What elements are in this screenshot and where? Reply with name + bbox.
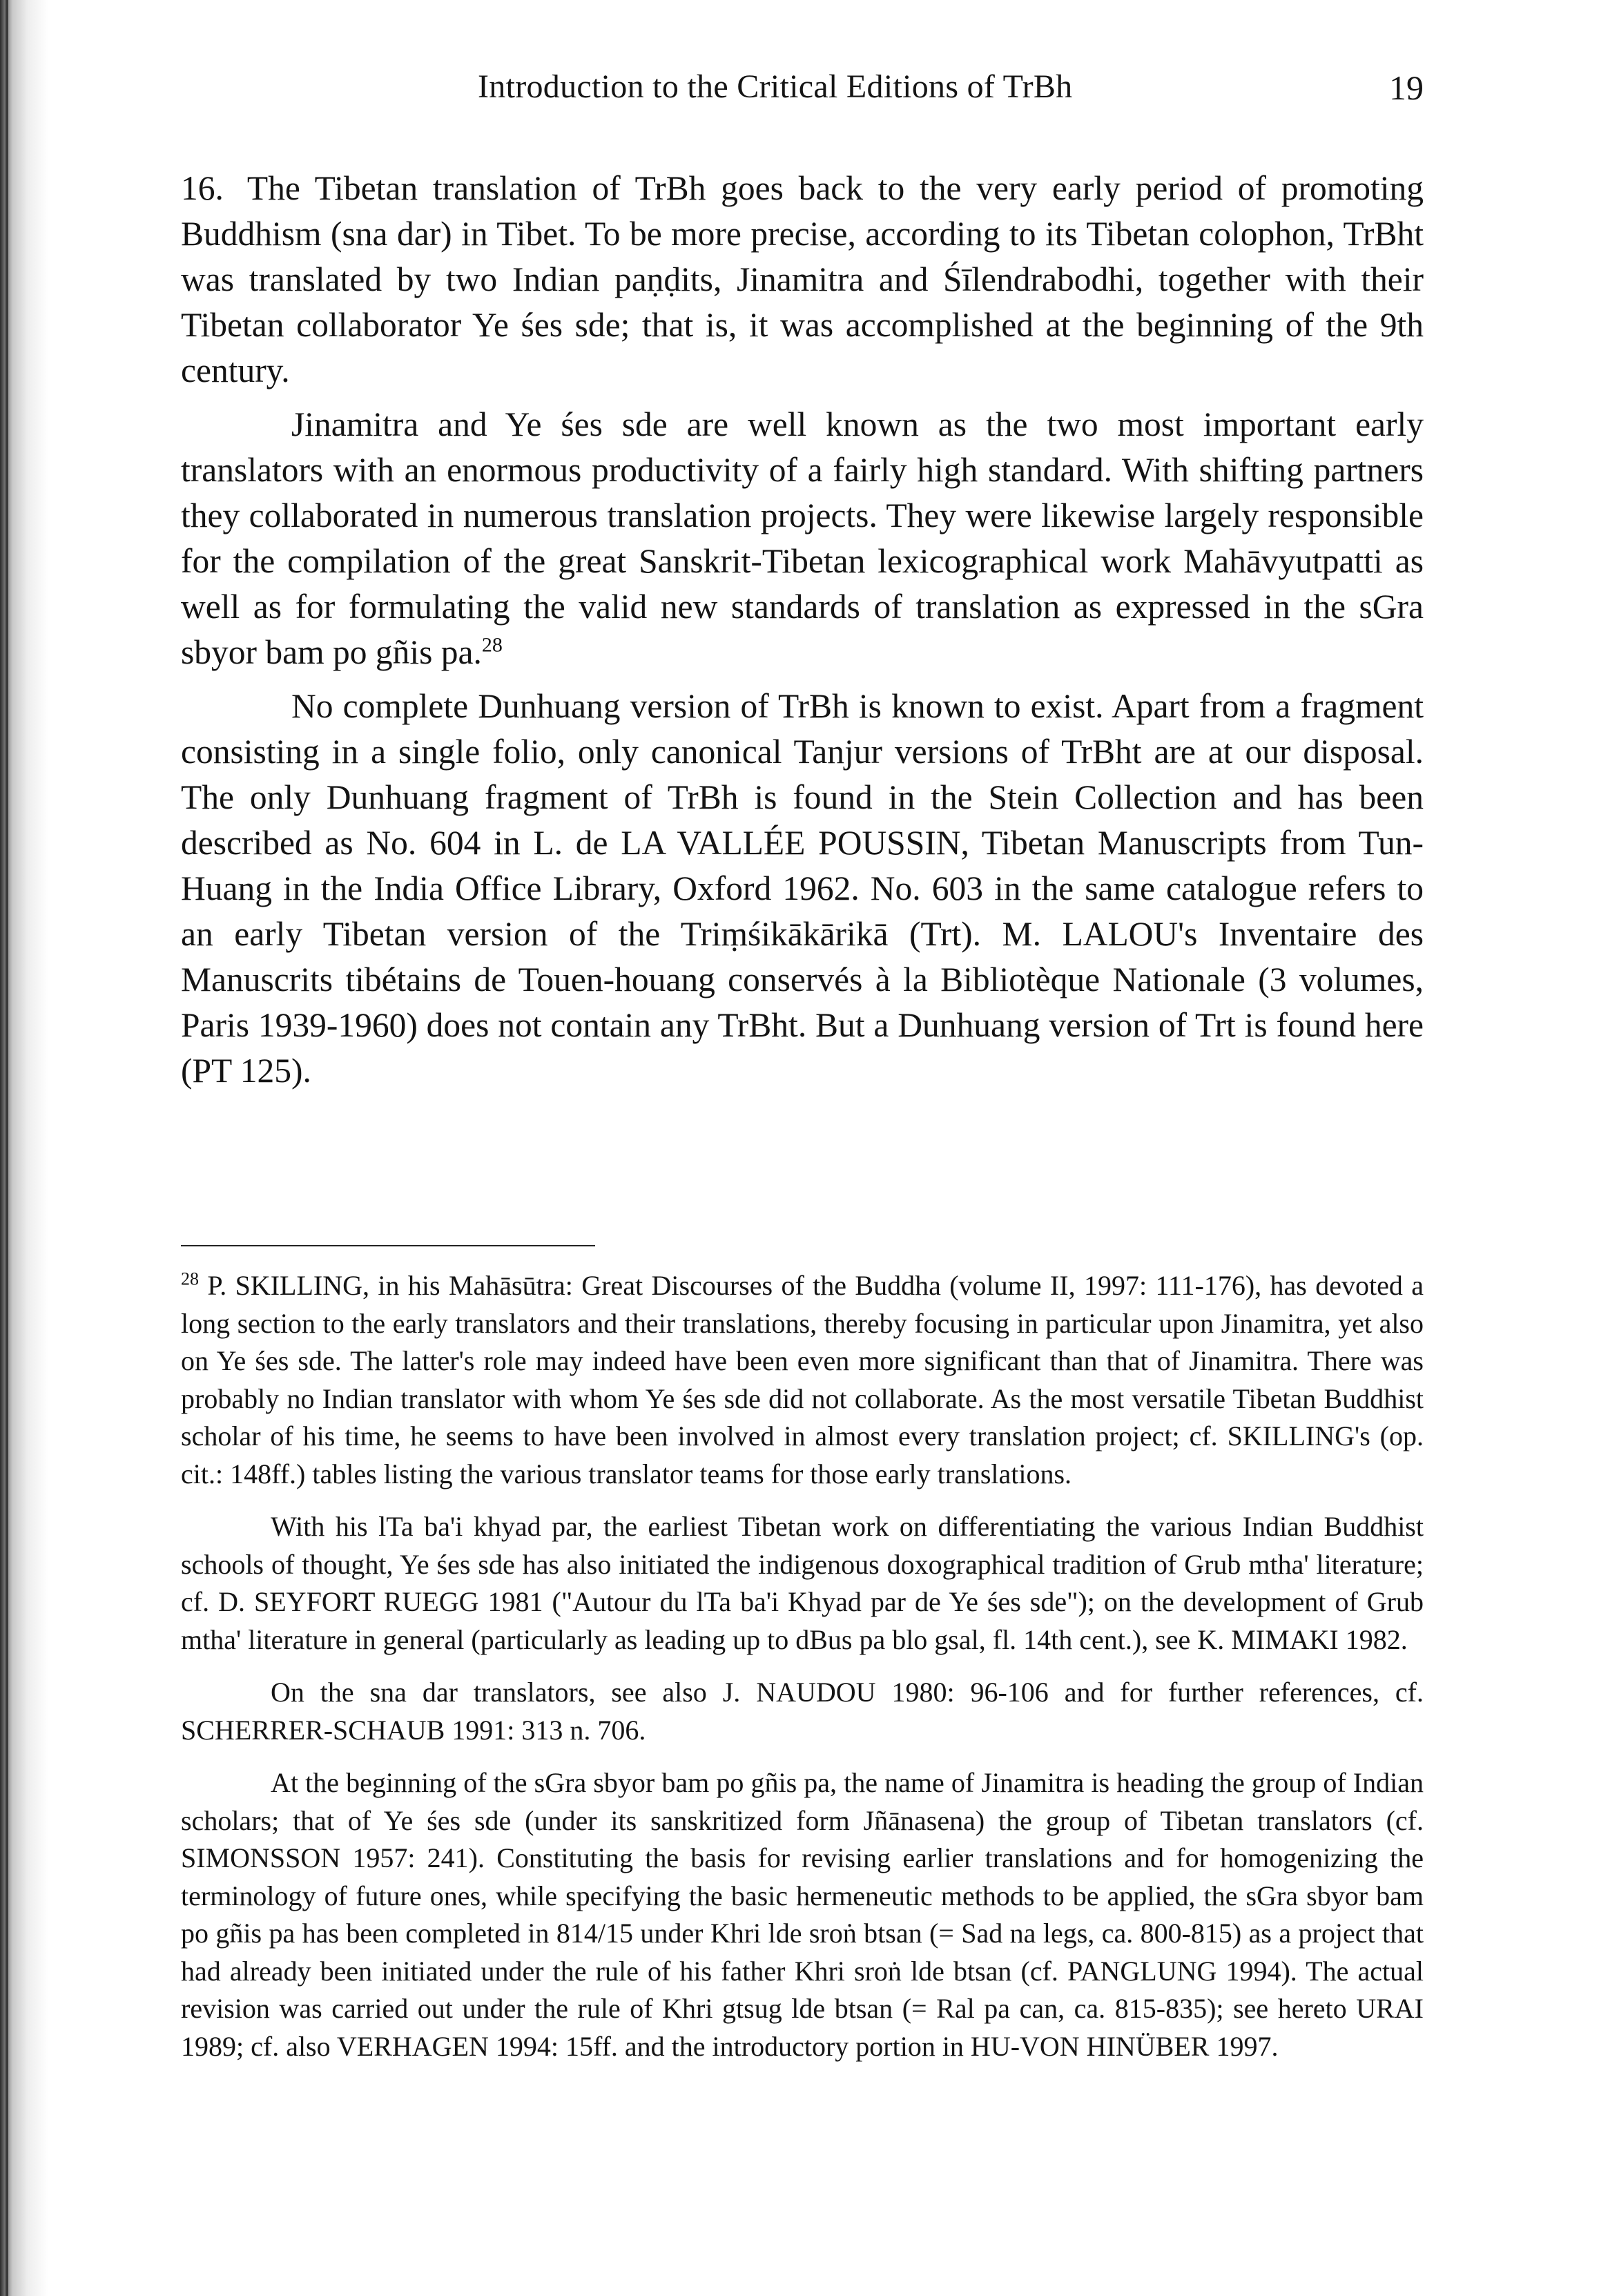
footnote-28-continued [181,1674,1424,1749]
footnote-text: With his lTa ba'i khyad par, the earliest Tibetan work on differentiating the various Indian Buddhist schools of thought, Ye śes sde has also initiated the indigenous doxographical tradition of Grub mtha' literature; cf. D. SEYFORT RUEGG 1981 ("Autour du lTa ba'i Khyad par de Ye śes sde"); on the development of Grub mtha' literature in general (particularly as leading up to dBus pa blo gsal, fl. 14th cent.), see K. MIMAKI 1982. [181,1511,1424,1655]
footnotes [181,1267,1424,2081]
running-title: Introduction to the Critical Editions of TrBh [478,68,1073,105]
footnote-text: On the sna dar translators, see also J. NAUDOU 1980: 96-106 and for further references, cf. SCHERRER-SCHAUB 1991: 313 n. 706. [181,1677,1424,1746]
paragraph-dunhuang [181,684,1424,1094]
footnote-separator [181,1245,595,1246]
paragraph-text: The Tibetan translation of TrBh goes back to the very early period of promoting Buddhism (sna dar) in Tibet. To be more precise, according to its Tibetan colophon, TrBht was translated by two Indian paṇḍits, Jinamitra and Śīlendrabodhi, together with their Tibetan collaborator Ye śes sde; that is, it was accomplished at the beginning of the 9th century. [181,169,1424,389]
paragraph-translators [181,402,1424,675]
footnote-28-continued [181,1764,1424,2065]
running-head [181,68,1424,123]
footnote-text: P. SKILLING, in his Mahāsūtra: Great Discourses of the Buddha (volume II, 1997: 111-176), has devoted a long section to the early translators and their translations, thereby focusing in particular upon Jinamitra, yet also on Ye śes sde. The latter's role may indeed have been even more significant than that of Jinamitra. There was probably no Indian translator with whom Ye śes sde did not collaborate. As the most versatile Tibetan Buddhist scholar of his time, he seems to have been involved in almost every translation project; cf. SKILLING's (op. cit.: 148ff.) tables listing the various translator teams for those early translations. [181,1270,1424,1489]
footnote-marker: 28 [181,1268,199,1289]
footnote-reference[interactable]: 28 [481,633,503,657]
page-number: 19 [1389,68,1424,107]
main-text [181,166,1424,1102]
footnote-28-continued [181,1508,1424,1659]
paragraph-16 [181,166,1424,394]
footnote-28 [181,1267,1424,1493]
paragraph-text: No complete Dunhuang version of TrBh is known to exist. Apart from a fragment consisting in a single folio, only canonical Tanjur versions of TrBht are at our disposal. The only Dunhuang fragment of TrBh is found in the Stein Collection and has been described as No. 604 in L. de LA VALLÉE POUSSIN, Tibetan Manuscripts from Tun-Huang in the India Office Library, Oxford 1962. No. 603 in the same catalogue refers to an early Tibetan version of the Triṃśikākārikā (Trt). M. LALOU's Inventaire des Manuscrits tibétains de Touen-houang conservés à la Bibliotèque Nationale (3 volumes, Paris 1939-1960) does not contain any TrBht. But a Dunhuang version of Trt is found here (PT 125). [181,687,1424,1090]
paragraph-number: 16. [181,169,224,207]
footnote-text: At the beginning of the sGra sbyor bam po gñis pa, the name of Jinamitra is heading the group of Indian scholars; that of Ye śes sde (under its sanskritized form Jñānasena) the group of Tibetan translators (cf. SIMONSSON 1957: 241). Constituting the basis for revising earlier translations and for homogenizing the terminology of future ones, while specifying the basic hermeneutic methods to be applied, the sGra sbyor bam po gñis pa has been completed in 814/15 under Khri lde sroṅ btsan (= Sad na legs, ca. 800-815) as a project that had already been initiated under the rule of his father Khri sroṅ lde btsan (cf. PANGLUNG 1994). The actual revision was carried out under the rule of Khri gtsug lde btsan (= Ral pa can, ca. 815-835); see hereto URAI 1989; cf. also VERHAGEN 1994: 15ff. and the introductory portion in HU-VON HINÜBER 1997. [181,1767,1424,2062]
scan-binding-line [6,0,8,2296]
paragraph-text: Jinamitra and Ye śes sde are well known as the two most important early translators with an enormous productivity of a fairly high standard. With shifting partners they collaborated in numerous translation projects. They were likewise largely responsible for the compilation of the great Sanskrit-Tibetan lexicographical work Mahāvyutpatti as well as for formulating the valid new standards of translation as expressed in the sGra sbyor bam po gñis pa. [181,405,1424,671]
